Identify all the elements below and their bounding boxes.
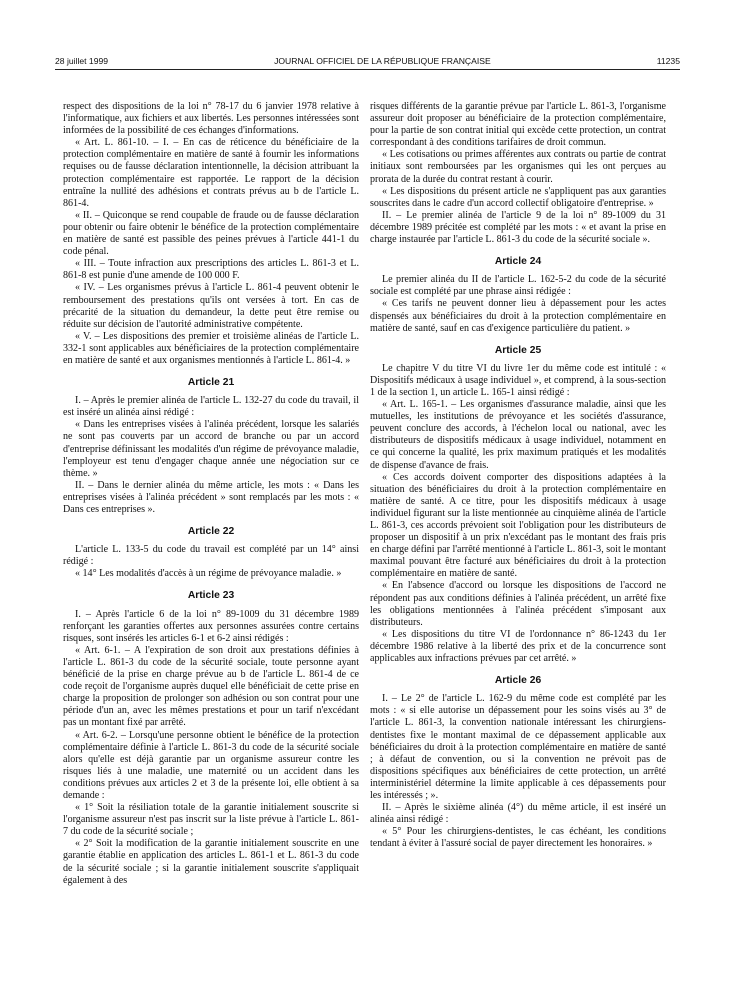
- paragraph: II. – Le premier alinéa de l'article 9 de la loi n° 89-1009 du 31 décembre 1989 précitée est complété par les mots : « et avant la prise en charge instaurée par l'article L. 861-3 du code de la sécurité sociale ».: [370, 209, 666, 246]
- paragraph: « II. – Quiconque se rend coupable de fraude ou de fausse déclaration pour obtenir ou faire obtenir le bénéfice de la protection complémentaire en matière de santé est passible des peines prévues à l'article 441-1 du code pénal.: [63, 209, 359, 258]
- left-column: [63, 101, 359, 887]
- article-23-heading: Article 23: [187, 590, 235, 602]
- paragraph: « 1° Soit la résiliation totale de la garantie initialement souscrite si l'organisme assureur n'est pas inscrit sur la liste prévue à l'article L. 861-7 du code de la sécurité sociale ;: [63, 802, 359, 838]
- paragraph: « Les dispositions du présent article ne s'appliquent pas aux garanties souscrites dans le cadre d'un accord collectif obligatoire d'entreprise. »: [370, 185, 666, 209]
- paragraph: « Les cotisations ou primes afférentes aux contrats ou partie de contrat initiaux sont remboursées par les organismes qui les ont perçues au prorata de la durée du contrat restant à courir.: [370, 149, 666, 185]
- header-rule: [55, 69, 680, 70]
- paragraph: « III. – Toute infraction aux prescriptions des articles L. 861-3 et L. 861-8 est punie d'une amende de 100 000 F.: [63, 258, 359, 282]
- header-date: 28 juillet 1999: [55, 56, 109, 66]
- article-24-heading: Article 24: [494, 256, 542, 268]
- paragraph: I. – Le 2° de l'article L. 162-9 du même code est complété par les mots : « si elle autorise un dépassement pour les soins visés au 3° de l'article L. 861-3, la convention nationale intéressant les chirurgiens-dentistes fixe le montant maximal de ce dépassement applicable aux bénéficiaires du droit à la protection complémentaire en matière de santé ; à défaut de convention, ou si la convention ne prévoit pas de dispositions spécifiques aux bénéficiaires de cette protection, un arrêté interministériel détermine la limite applicable à ces dépassements pour les intéressés ; ».: [370, 693, 666, 801]
- paragraph: L'article L. 133-5 du code du travail est complété par un 14° ainsi rédigé :: [63, 544, 359, 568]
- article-21-heading: Article 21: [187, 377, 235, 389]
- paragraph: « Dans les entreprises visées à l'alinéa précédent, lorsque les salariés ne sont pas couverts par un accord de branche ou par un accord d'entreprise définissant les modalités d'un régime de prévoyance maladie, l'employeur est tenu d'engager chaque année une négociation sur ce thème. »: [63, 419, 359, 479]
- paragraph: « Art. L. 165-1. – Les organismes d'assurance maladie, ainsi que les mutuelles, les institutions de prévoyance et les sociétés d'assurance, peuvent conclure des accords, à l'échelon local ou national, avec les distributeurs de dispositifs médicaux à usage individuel, notamment en ce qui concerne la qualité, les prix maximum pratiqués et les modalités de dispense d'avance de frais.: [370, 399, 666, 471]
- article-25-heading: Article 25: [494, 344, 542, 356]
- paragraph: « 5° Pour les chirurgiens-dentistes, le cas échéant, les conditions tendant à éviter à l'assuré social de payer directement les honoraires. »: [370, 826, 666, 850]
- paragraph: I. – Après le premier alinéa de l'article L. 132-27 du code du travail, il est inséré un alinéa ainsi rédigé :: [63, 395, 359, 419]
- article-26-heading: Article 26: [494, 675, 542, 687]
- paragraph: II. – Après le sixième alinéa (4°) du même article, il est inséré un alinéa ainsi rédigé :: [370, 802, 666, 826]
- paragraph: « Art. 6-2. – Lorsqu'une personne obtient le bénéfice de la protection complémentaire définie à l'article L. 861-3 du code de la sécurité sociale alors qu'elle est déjà garantie par un organisme assureur contre les risques liés à une maladie, une maternité ou un accident dans les conditions prévues aux articles 2 et 3 de la présente loi, elle obtient à sa demande :: [63, 729, 359, 801]
- header-journal-title: JOURNAL OFFICIEL DE LA RÉPUBLIQUE FRANÇAISE: [274, 56, 491, 66]
- paragraph: « V. – Les dispositions des premier et troisième alinéas de l'article L. 332-1 sont applicables aux bénéficiaires de la protection complémentaire en matière de santé et aux organismes mentionnés à l'article L. 861-4. »: [63, 330, 359, 366]
- paragraph: Le chapitre V du titre VI du livre 1er du même code est intitulé : « Dispositifs médicaux à usage individuel », et comprend, à la sous-section 1 de la section 1, un article L. 165-1 ainsi rédigé :: [370, 362, 666, 398]
- header-page-number: 11235: [656, 56, 680, 66]
- paragraph: respect des dispositions de la loi n° 78-17 du 6 janvier 1978 relative à l'informatique, aux fichiers et aux libertés. Les personnes intéressées sont informées de la possibilité de ces échanges d'informations.: [63, 101, 359, 137]
- paragraph: « IV. – Les organismes prévus à l'article L. 861-4 peuvent obtenir le remboursement des prestations qu'ils ont versées à tort. En cas de précarité de la situation du demandeur, la dette peut être remise ou réduite sur décision de l'autorité administrative compétente.: [63, 282, 359, 330]
- paragraph: « Art. L. 861-10. – I. – En cas de réticence du bénéficiaire de la protection complémentaire en matière de santé à fournir les informations requises ou de fausse déclaration intentionnelle, la décision attribuant la protection complémentaire est rapportée. Le rapport de la décision entraîne la nullité des adhésions et contrats prévus au b de l'article L. 861-4.: [63, 137, 359, 209]
- page-header: [55, 55, 680, 67]
- paragraph: « En l'absence d'accord ou lorsque les dispositions de l'accord ne répondent pas aux conditions définies à l'alinéa précédent, un arrêté fixe les obligations mentionnées à l'alinéa précédent s'imposant aux distributeurs.: [370, 580, 666, 628]
- paragraph: risques différents de la garantie prévue par l'article L. 861-3, l'organisme assureur doit proposer au bénéficiaire de la protection complémentaire, pour la partie de son contrat initial qui excède cette protection, un contrat correspondant à des conditions tarifaires de droit commun.: [370, 101, 666, 149]
- paragraph: « Ces tarifs ne peuvent donner lieu à dépassement pour les actes dispensés aux bénéficiaires du droit à la protection complémentaire en matière de santé, sauf en cas d'exigence particulière du patient. »: [370, 298, 666, 334]
- paragraph: Le premier alinéa du II de l'article L. 162-5-2 du code de la sécurité sociale est complété par une phrase ainsi rédigée :: [370, 274, 666, 298]
- paragraph: I. – Après l'article 6 de la loi n° 89-1009 du 31 décembre 1989 renforçant les garanties offertes aux personnes assurées contre certains risques, sont insérés les articles 6-1 et 6-2 ainsi rédigés :: [63, 608, 359, 644]
- paragraph: « 2° Soit la modification de la garantie initialement souscrite en une garantie établie en application des articles L. 861-1 et L. 861-3 du code de la sécurité sociale ; si la garantie initialement souscrite s'appliquait également à des: [63, 838, 359, 886]
- paragraph: « Ces accords doivent comporter des dispositions adaptées à la situation des bénéficiaires du droit à la protection complémentaire en matière de santé. A ce titre, pour les dispositifs médicaux à usage individuel figurant sur la liste mentionnée au cinquième alinéa de l'article L. 861-3, ces accords prévoient soit l'obligation pour les distributeurs de proposer un dispositif à un prix n'excédant pas le montant des frais pris en charge défini par l'arrêté mentionné à l'article L. 861-3, soit le montant maximal pouvant être facturé aux bénéficiaires du droit à la protection complémentaire en matière de santé.: [370, 471, 666, 580]
- paragraph: II. – Dans le dernier alinéa du même article, les mots : « Dans les entreprises visées à l'alinéa précédent » sont remplacés par les mots : « Dans ces entreprises ».: [63, 479, 359, 515]
- paragraph: « Art. 6-1. – A l'expiration de son droit aux prestations définies à l'article L. 861-3 du code de la sécurité sociale, toute personne ayant bénéficié de la prise en charge prévue au b de l'article L. 861-4 de ce code reçoit de l'organisme auprès duquel elle bénéficiait de cette prise en charge la proposition de prolonger son adhésion ou son contrat pour une période d'un an, avec les mêmes prestations et pour un tarif n'excédant pas un montant fixé par arrêté.: [63, 644, 359, 729]
- paragraph: « 14° Les modalités d'accès à un régime de prévoyance maladie. »: [75, 568, 342, 580]
- right-column: [370, 101, 666, 850]
- paragraph: « Les dispositions du titre VI de l'ordonnance n° 86-1243 du 1er décembre 1986 relative à la liberté des prix et de la concurrence sont applicables aux infractions prévues par cet arrêté. »: [370, 628, 666, 665]
- article-22-heading: Article 22: [187, 526, 235, 538]
